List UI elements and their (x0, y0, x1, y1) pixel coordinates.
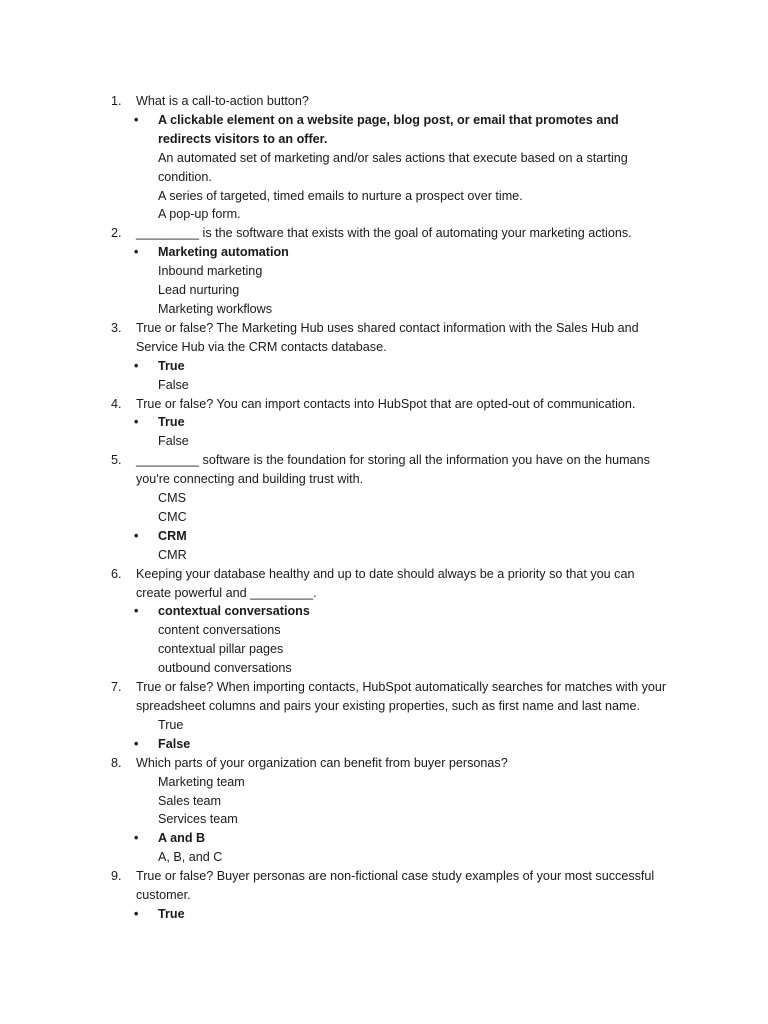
answer-text: Services team (158, 812, 238, 827)
bullet-icon: • (134, 528, 139, 543)
answer-text: False (158, 377, 189, 392)
answer-text: A and B (158, 831, 206, 846)
answer-text: Sales team (158, 793, 221, 808)
answer-text: True (158, 906, 185, 921)
question-text: Keeping your database healthy and up to date should always be a priority so that you can create powerful and _________. (136, 566, 635, 600)
question-text: Which parts of your organization can benefit from buyer personas? (136, 755, 508, 770)
answer-option (0, 281, 768, 300)
question-6 (0, 565, 768, 603)
answer-text: A, B, and C (158, 850, 223, 865)
answer-text: False (158, 736, 191, 751)
answer-option-correct (0, 243, 768, 262)
answer-option (0, 376, 768, 395)
question-number: 7. (111, 680, 122, 695)
bullet-icon: • (134, 415, 139, 430)
question-number: 6. (111, 566, 122, 581)
question-number: 8. (111, 755, 122, 770)
question-number: 4. (111, 396, 122, 411)
answer-option (0, 810, 768, 829)
answer-option-correct (0, 357, 768, 376)
answer-text: An automated set of marketing and/or sales actions that execute based on a starting condition. (158, 150, 628, 184)
answer-list (0, 773, 768, 868)
answer-list (0, 489, 768, 565)
answer-option (0, 659, 768, 678)
question-3 (0, 319, 768, 357)
answer-option (0, 546, 768, 565)
answer-option (0, 848, 768, 867)
question-number: 2. (111, 226, 122, 241)
bullet-icon: • (134, 112, 139, 127)
answer-text: A series of targeted, timed emails to nurture a prospect over time. (158, 188, 523, 203)
answer-option (0, 187, 768, 206)
answer-text: contextual pillar pages (158, 642, 284, 657)
answer-option (0, 149, 768, 187)
answer-text: A pop-up form. (158, 207, 241, 222)
answer-list (0, 357, 768, 395)
answer-option-correct (0, 905, 768, 924)
answer-option-correct (0, 111, 768, 149)
answer-text: True (158, 415, 185, 430)
bullet-icon: • (134, 358, 139, 373)
question-8 (0, 754, 768, 773)
bullet-icon: • (134, 831, 139, 846)
answer-option (0, 508, 768, 527)
answer-text: Lead nurturing (158, 283, 240, 298)
question-text: True or false? You can import contacts into HubSpot that are opted-out of communication. (136, 396, 636, 411)
answer-option (0, 300, 768, 319)
bullet-icon: • (134, 604, 139, 619)
answer-text: CMC (158, 509, 187, 524)
answer-list (0, 243, 768, 319)
bullet-icon: • (134, 736, 139, 751)
answer-text: False (158, 434, 189, 449)
question-2 (0, 224, 768, 243)
answer-option (0, 792, 768, 811)
answer-text: Marketing team (158, 774, 245, 789)
bullet-icon: • (134, 245, 139, 260)
answer-option-correct (0, 735, 768, 754)
question-number: 3. (111, 320, 122, 335)
answer-text: content conversations (158, 623, 281, 638)
question-number: 1. (111, 94, 122, 108)
answer-option-correct (0, 602, 768, 621)
answer-option (0, 621, 768, 640)
question-text: True or false? Buyer personas are non-fictional case study examples of your most successful customer. (136, 869, 655, 903)
question-text: True or false? The Marketing Hub uses shared contact information with the Sales Hub and Service Hub via the CRM contacts database. (136, 320, 639, 354)
answer-option (0, 432, 768, 451)
answer-text: Inbound marketing (158, 264, 263, 279)
answer-text: Marketing workflows (158, 301, 273, 316)
question-text: _________ is the software that exists with the goal of automating your marketing actions. (136, 226, 632, 241)
answer-text: contextual conversations (158, 604, 310, 619)
question-text: What is a call-to-action button? (136, 94, 309, 108)
answer-list (0, 602, 768, 678)
answer-option (0, 716, 768, 735)
question-9 (0, 867, 768, 905)
answer-option (0, 262, 768, 281)
question-7 (0, 678, 768, 716)
question-number: 5. (111, 453, 122, 468)
answer-text: CMS (158, 491, 186, 506)
question-1 (0, 92, 768, 111)
question-text: _________ software is the foundation for storing all the information you have on the humans you're connecting and building trust with. (136, 453, 650, 487)
bullet-icon: • (134, 906, 139, 921)
question-number: 9. (111, 869, 122, 884)
answer-list (0, 905, 768, 924)
answer-text: Marketing automation (158, 245, 289, 260)
answer-option (0, 205, 768, 224)
answer-text: A clickable element on a website page, blog post, or email that promotes and redirects visitors to an offer. (158, 112, 619, 146)
answer-text: True (158, 717, 184, 732)
answer-text: outbound conversations (158, 661, 292, 676)
answer-option-correct (0, 413, 768, 432)
question-text: True or false? When importing contacts, HubSpot automatically searches for matches with your spreadsheet columns and pairs your existing properties, such as first name and last name. (136, 680, 667, 713)
answer-list (0, 111, 768, 224)
question-4 (0, 395, 768, 414)
answer-text: CMR (158, 547, 187, 562)
answer-list (0, 716, 768, 754)
answer-list (0, 413, 768, 451)
answer-option (0, 773, 768, 792)
answer-text: CRM (158, 528, 187, 543)
answer-option (0, 640, 768, 659)
question-5 (0, 451, 768, 489)
answer-text: True (158, 358, 185, 373)
answer-option (0, 489, 768, 508)
answer-option-correct (0, 527, 768, 546)
answer-option-correct (0, 829, 768, 848)
